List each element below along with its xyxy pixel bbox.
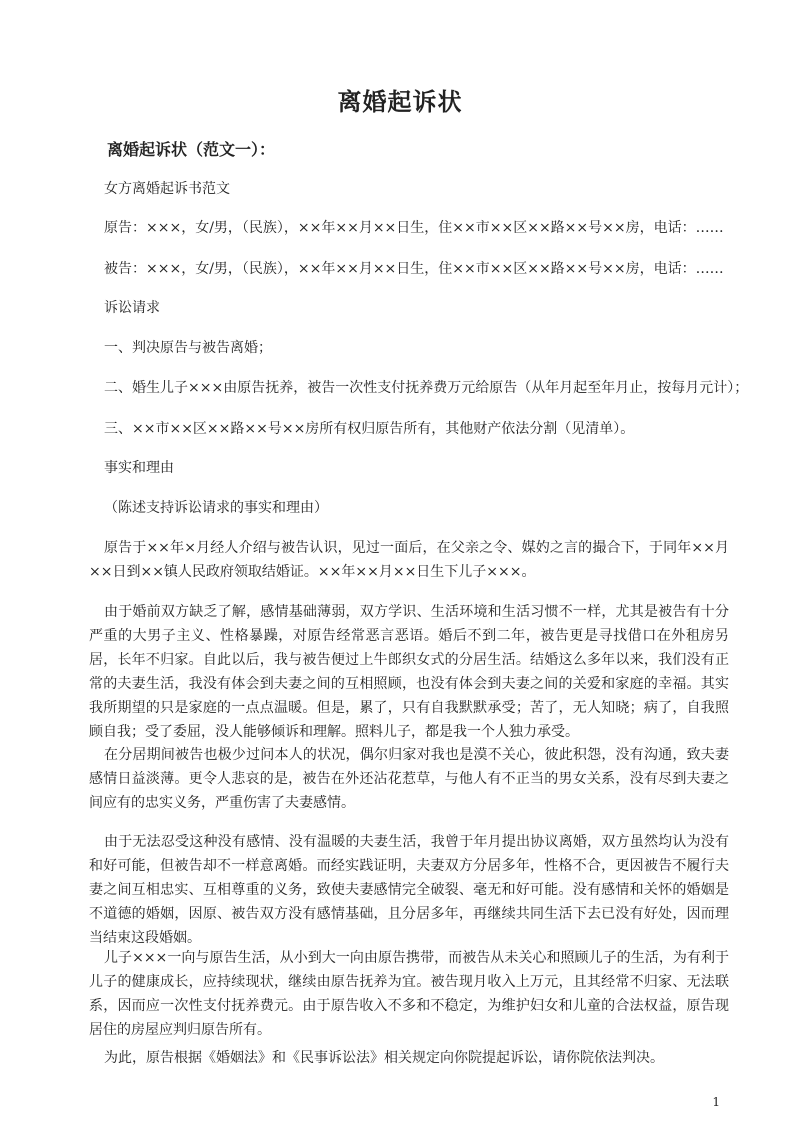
claim-item-1: 一、判决原告与被告离婚； bbox=[104, 340, 272, 356]
section-heading-claims: 诉讼请求 bbox=[104, 300, 160, 316]
claim-item-3: 三、××市××区××路××号××房所有权归原告所有，其他财产依法分割（见清单）。 bbox=[104, 421, 635, 437]
section-heading-facts: 事实和理由 bbox=[104, 460, 174, 476]
body-paragraph: 在分居期间被告也极少过问本人的状况，偶尔归家对我也是漠不关心，彼此积怨，没有沟通，致夫妻感情日益淡薄。更令人悲哀的是，被告在外还沾花惹草，与他人有不正当的男女关系，没有尽到夫妻之间应有的忠实义务，严重伤害了夫妻感情。 bbox=[89, 747, 729, 811]
facts-note: （陈述支持诉讼请求的事实和理由） bbox=[104, 500, 328, 516]
defendant-line: 被告：×××，女/男，（民族），××年××月××日生，住××市××区××路××号××房，电话：…… bbox=[104, 261, 724, 277]
claim-item-2: 二、婚生儿子×××由原告抚养，被告一次性支付抚养费万元给原告（从年月起至年月止，按每月元计）； bbox=[104, 380, 749, 396]
document-title: 离婚起诉状 bbox=[337, 87, 463, 116]
text-line: 女方离婚起诉书范文 bbox=[104, 181, 230, 197]
body-paragraph: 儿子×××一向与原告生活，从小到大一向由原告携带，而被告从未关心和照顾儿子的生活，为有利于儿子的健康成长，应持续现状，继续由原告抚养为宜。被告现月收入上万元，且其经常不归家、无法联系，因而应一次性支付抚养费元。由于原告收入不多和不稳定，为维护妇女和儿童的合法权益，原告现居住的房屋应判归原告所有。 bbox=[89, 950, 729, 1038]
body-paragraph: 由于无法忍受这种没有感情、没有温暖的夫妻生活，我曾于年月提出协议离婚，双方虽然均认为没有和好可能，但被告却不一样意离婚。而经实践证明，夫妻双方分居多年，性格不合，更因被告不履行夫妻之间互相忠实、互相尊重的义务，致使夫妻感情完全破裂、毫无和好可能。没有感情和关怀的婚姻是不道德的婚姻，因原、被告双方没有感情基础，且分居多年，再继续共同生活下去已没有好处，因而理当结束这段婚姻。 bbox=[89, 834, 729, 946]
body-paragraph: 为此，原告根据《婚姻法》和《民事诉讼法》相关规定向你院提起诉讼，请你院依法判决。 bbox=[104, 1050, 664, 1066]
page-number: 1 bbox=[712, 1095, 720, 1109]
body-paragraph: 由于婚前双方缺乏了解，感情基础薄弱，双方学识、生活环境和生活习惯不一样，尤其是被告有十分严重的大男子主义、性格暴躁，对原告经常恶言恶语。婚后不到二年，被告更是寻找借口在外租房另居，长年不归家。自此以后，我与被告便过上牛郎织女式的分居生活。结婚这么多年以来，我们没有正常的夫妻生活，我没有体会到夫妻之间的互相照顾，也没有体会到夫妻之间的关爱和家庭的幸福。其实我所期望的只是家庭的一点点温暖。但是，累了，只有自我默默承受；苦了，无人知晓；病了，自我照顾自我；受了委屈，没人能够倾诉和理解。照料儿子，都是我一个人独力承受。 bbox=[89, 604, 729, 740]
plaintiff-line: 原告：×××，女/男，（民族），××年××月××日生，住××市××区××路××号××房，电话：…… bbox=[104, 220, 724, 236]
body-paragraph: 原告于××年×月经人介绍与被告认识，见过一面后，在父亲之令、媒妁之言的撮合下，于同年××月××日到××镇人民政府领取结婚证。××年××月××日生下儿子×××。 bbox=[89, 540, 729, 580]
document-subtitle: 离婚起诉状（范文一）： bbox=[107, 140, 276, 159]
